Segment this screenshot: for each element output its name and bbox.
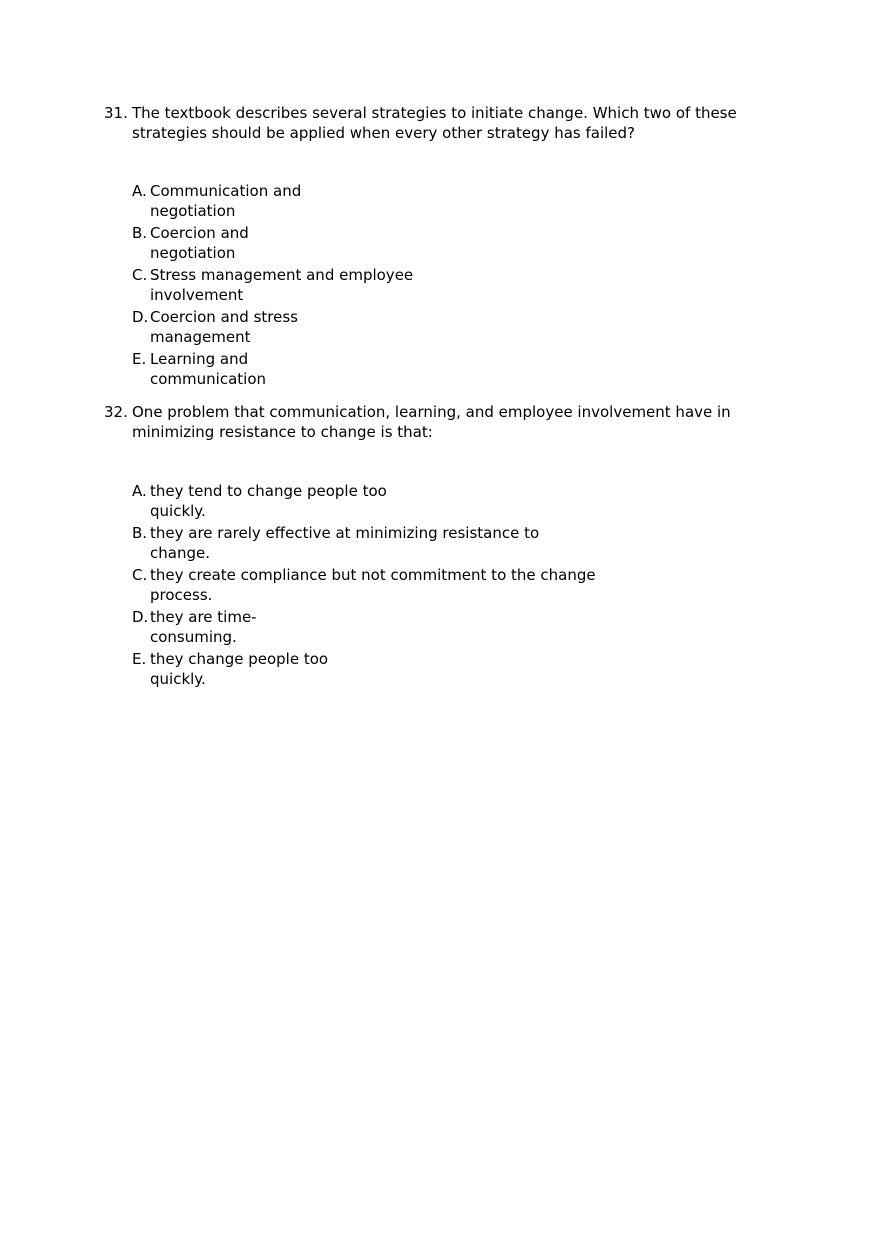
option-letter: A. [132,482,147,500]
answer-option-b [132,523,596,563]
question-31 [104,103,754,388]
answer-option-a [132,181,413,221]
option-text-line: quickly. [150,502,206,520]
stem-line: The textbook describes several strategies to initiate change. Which two of these [132,104,737,122]
option-text-line: Stress management and employee [150,266,414,284]
option-text-line: Coercion and stress [150,308,298,326]
option-text-line: they tend to change people too [150,482,387,500]
question-number: 32. [104,403,128,421]
option-letter: E. [132,650,147,668]
option-text-line: negotiation [150,244,236,262]
stem-line: minimizing resistance to change is that: [132,423,433,441]
option-text-line: management [150,328,251,346]
option-text-line: Learning and [150,350,249,368]
answer-options [132,481,596,691]
option-text-line: quickly. [150,670,206,688]
option-letter: C. [132,266,148,284]
option-text-line: consuming. [150,628,237,646]
answer-option-d [132,607,596,647]
option-text-line: Communication and [150,182,302,200]
stem-line: One problem that communication, learning, and employee involvement have in [132,403,731,421]
option-letter: D. [132,308,149,326]
stem-line: strategies should be applied when every other strategy has failed? [132,124,636,142]
answer-options [132,181,413,391]
question-32 [104,402,754,688]
option-letter: B. [132,224,148,242]
option-letter: B. [132,524,148,542]
option-text-line: change. [150,544,210,562]
option-letter: E. [132,350,147,368]
question-stem [104,402,754,442]
question-number: 31. [104,104,128,122]
option-letter: D. [132,608,149,626]
option-letter: C. [132,566,148,584]
option-text-line: Coercion and [150,224,249,242]
option-letter: A. [132,182,147,200]
option-text-line: they are rarely effective at minimizing resistance to [150,524,540,542]
option-text-line: process. [150,586,213,604]
answer-option-c [132,265,413,305]
answer-option-c [132,565,596,605]
answer-option-a [132,481,596,521]
option-text-line: they are time- [150,608,257,626]
answer-option-d [132,307,413,347]
option-text-line: they create compliance but not commitment to the change [150,566,596,584]
answer-option-b [132,223,413,263]
answer-option-e [132,349,413,389]
question-stem [104,103,754,143]
answer-option-e [132,649,596,689]
option-text-line: communication [150,370,267,388]
option-text-line: they change people too [150,650,329,668]
option-text-line: negotiation [150,202,236,220]
option-text-line: involvement [150,286,244,304]
